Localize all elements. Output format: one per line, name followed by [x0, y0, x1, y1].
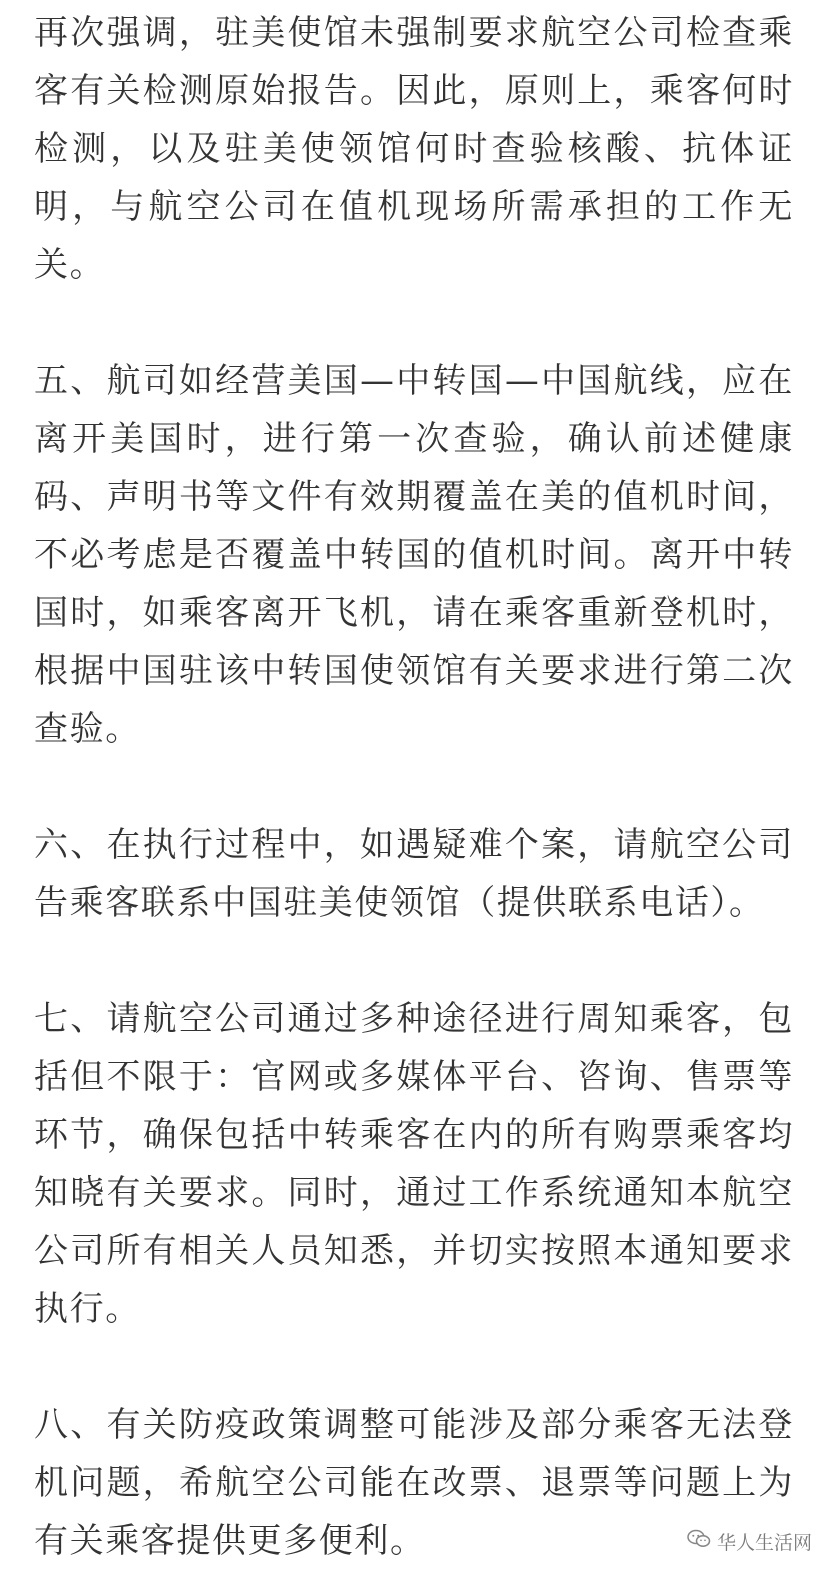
- paragraph-gap: [34, 1338, 794, 1396]
- paragraph-reminder: 再次强调，驻美使馆未强制要求航空公司检查乘客有关检测原始报告。因此，原则上，乘客何时检测，以及驻美使领馆何时查验核酸、抗体证明，与航空公司在值机现场所需承担的工作无关。: [34, 13, 794, 285]
- paragraph-gap: [34, 758, 794, 816]
- paragraph-gap: [34, 294, 794, 352]
- article-body: [34, 4, 794, 1570]
- paragraph-five: 五、航司如经营美国—中转国—中国航线，应在离开美国时，进行第一次查验，确认前述健康码、声明书等文件有效期覆盖在美的值机时间，不必考虑是否覆盖中转国的值机时间。离开中转国时，如乘客离开飞机，请在乘客重新登机时，根据中国驻该中转国使领馆有关要求进行第二次查验。: [34, 361, 794, 749]
- paragraph-seven: 七、请航空公司通过多种途径进行周知乘客，包括但不限于：官网或多媒体平台、咨询、售票等环节，确保包括中转乘客在内的所有购票乘客均知晓有关要求。同时，通过工作系统通知本航空公司所有相关人员知悉，并切实按照本通知要求执行。: [34, 999, 794, 1329]
- paragraph-six: 六、在执行过程中，如遇疑难个案，请航空公司告乘客联系中国驻美使领馆（提供联系电话）。: [34, 825, 794, 923]
- watermark-text: 华人生活网: [716, 1532, 812, 1554]
- paragraph-eight: 八、有关防疫政策调整可能涉及部分乘客无法登机问题，希航空公司能在改票、退票等问题上为有关乘客提供更多便利。: [34, 1405, 794, 1561]
- wechat-icon: [687, 1529, 711, 1554]
- paragraph-gap: [34, 932, 794, 990]
- watermark: [687, 1528, 812, 1555]
